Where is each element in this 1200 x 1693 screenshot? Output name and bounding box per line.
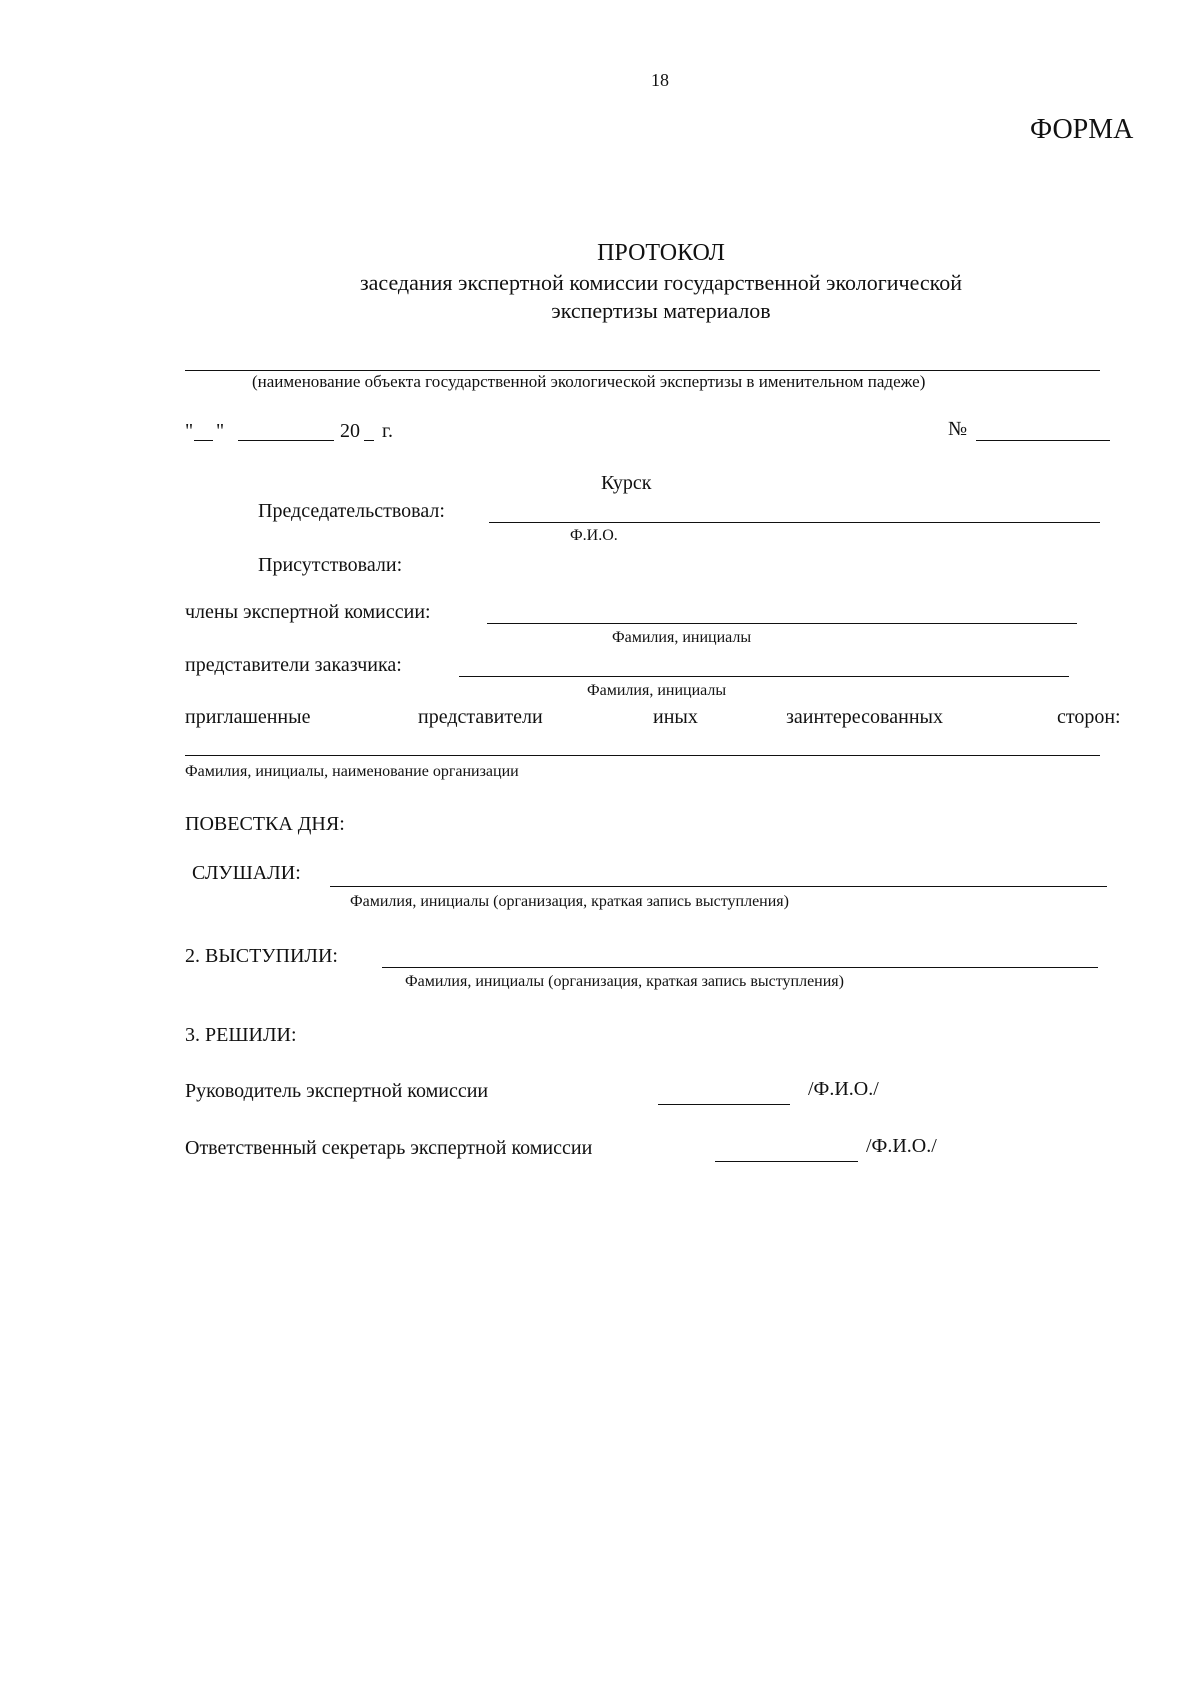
members-field[interactable] <box>487 623 1077 624</box>
document-title: ПРОТОКОЛ <box>597 240 725 266</box>
chaired-caption: Ф.И.О. <box>570 527 618 544</box>
members-caption: Фамилия, инициалы <box>612 629 752 646</box>
document-subtitle-line2: экспертизы материалов <box>551 298 771 323</box>
heard-label: СЛУШАЛИ: <box>192 862 301 884</box>
heard-field[interactable] <box>330 886 1107 887</box>
date-day-field[interactable] <box>194 440 213 441</box>
head-label: Руководитель экспертной комиссии <box>185 1080 489 1102</box>
protocol-number-field[interactable] <box>976 440 1110 441</box>
invited-word-1: приглашенные <box>185 706 311 728</box>
chaired-label: Председательствовал: <box>258 500 445 522</box>
head-fio: /Ф.И.О./ <box>808 1078 879 1100</box>
invited-word-4: заинтересованных <box>786 706 943 728</box>
date-year-field[interactable] <box>364 440 374 441</box>
customer-field[interactable] <box>459 676 1069 677</box>
secretary-label: Ответственный секретарь экспертной комиссии <box>185 1137 593 1159</box>
invited-word-3: иных <box>653 706 698 728</box>
invited-word-5: сторон: <box>1057 706 1121 728</box>
page-number: 18 <box>651 70 669 90</box>
date-year-prefix: 20 <box>340 420 360 442</box>
secretary-signature-field[interactable] <box>715 1161 858 1162</box>
date-month-field[interactable] <box>238 440 334 441</box>
present-label: Присутствовали: <box>258 554 403 576</box>
invited-field[interactable] <box>185 755 1100 756</box>
date-quote-open: " <box>185 420 194 442</box>
invited-word-2: представители <box>418 706 543 728</box>
spoke-caption: Фамилия, инициалы (организация, краткая запись выступления) <box>405 973 844 990</box>
heard-caption: Фамилия, инициалы (организация, краткая запись выступления) <box>350 893 789 910</box>
city: Курск <box>601 472 652 494</box>
chaired-field[interactable] <box>489 522 1100 523</box>
document-subtitle-line1: заседания экспертной комиссии государственной экологической <box>359 270 963 295</box>
invited-caption: Фамилия, инициалы, наименование организации <box>185 763 519 780</box>
decided-label: 3. РЕШИЛИ: <box>185 1024 297 1046</box>
members-label: члены экспертной комиссии: <box>185 601 431 623</box>
date-year-suffix: г. <box>382 420 393 442</box>
spoke-label: 2. ВЫСТУПИЛИ: <box>185 945 338 967</box>
secretary-fio: /Ф.И.О./ <box>866 1135 937 1157</box>
object-name-caption: (наименование объекта государственной экологической экспертизы в именительном падеже) <box>252 372 926 391</box>
spoke-field[interactable] <box>382 967 1098 968</box>
agenda-label: ПОВЕСТКА ДНЯ: <box>185 813 345 835</box>
customer-label: представители заказчика: <box>185 654 402 676</box>
object-name-line[interactable] <box>185 370 1100 371</box>
date-quote-close: " <box>216 420 225 442</box>
customer-caption: Фамилия, инициалы <box>587 682 727 699</box>
head-signature-field[interactable] <box>658 1104 790 1105</box>
number-sign: № <box>948 418 968 440</box>
form-label: ФОРМА <box>1030 114 1134 145</box>
